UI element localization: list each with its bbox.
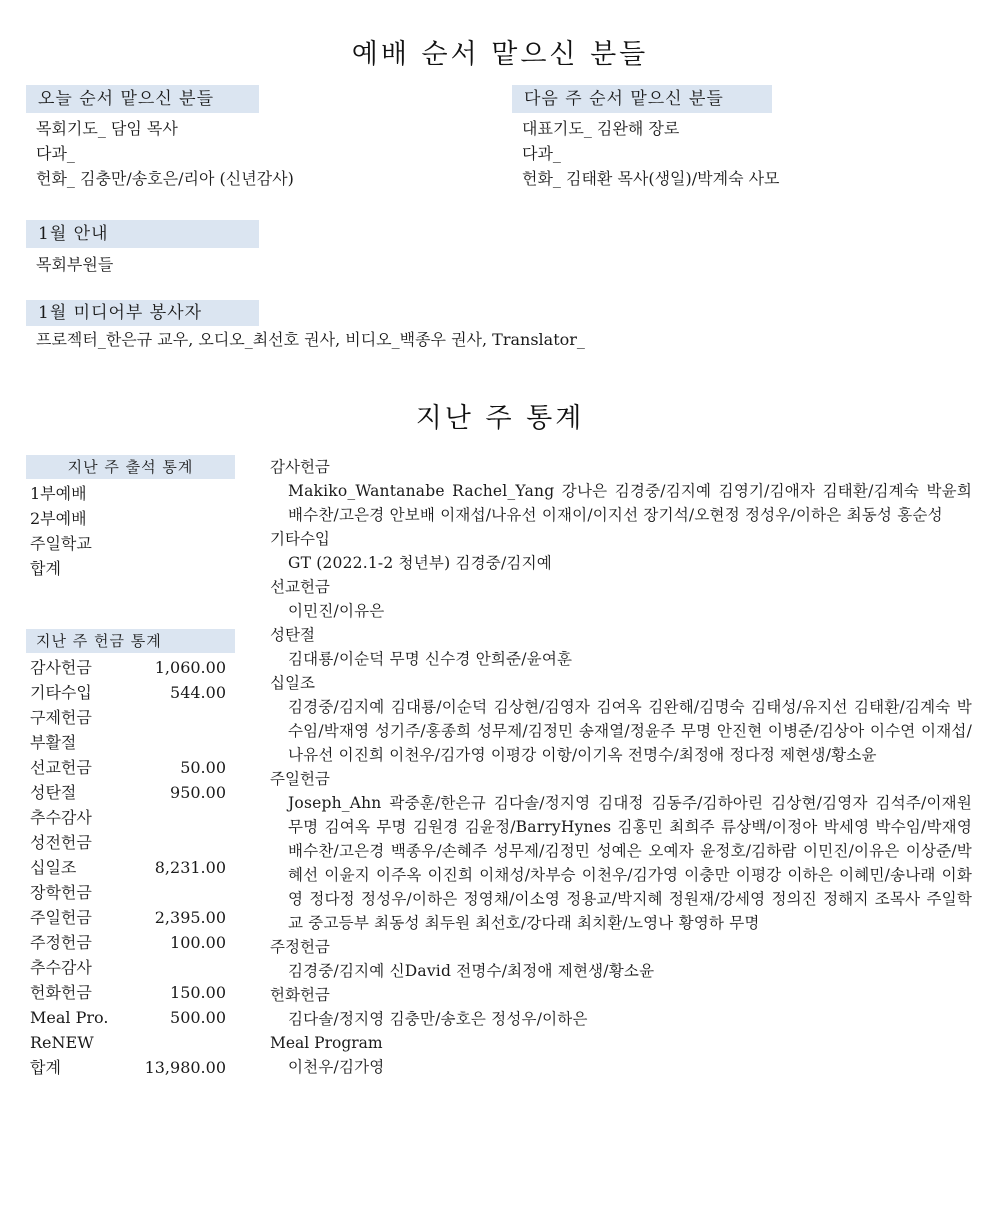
donor-category: 선교헌금 — [270, 578, 330, 596]
donor-category: 기타수입 — [270, 530, 330, 548]
offering-label: 성탄절 — [30, 783, 77, 802]
stats-title: 지난 주 통계 — [415, 403, 585, 434]
donor-category: 주일헌금 — [270, 770, 330, 788]
next-week-header: 다음 주 순서 맡으신 분들 — [512, 85, 772, 113]
attendance-label: 합계 — [30, 559, 61, 578]
offering-row — [30, 980, 226, 1005]
donor-category: 십일조 — [270, 674, 315, 692]
donor-names: 김경중/김지예 신David 전명수/최정애 제현생/황소윤 — [288, 962, 655, 980]
offering-amount: 150.00 — [170, 983, 226, 1002]
offering-label: 추수감사 — [30, 808, 92, 827]
attendance-row — [30, 481, 226, 506]
donor-category: Meal Program — [270, 1034, 383, 1052]
offering-row — [30, 1030, 226, 1055]
donor-names: 김대룡/이순덕 무명 신수경 안희준/윤여훈 — [288, 650, 573, 668]
offering-label: 감사헌금 — [30, 658, 92, 677]
offering-label: 헌화헌금 — [30, 983, 92, 1002]
offering-label: 추수감사 — [30, 958, 92, 977]
donor-names: 김경중/김지예 김대룡/이순덕 김상현/김영자 김여옥 김완해/김명숙 김태성/유지선 김태환/김계숙 박수임/박재영 성기주/홍종희 성무제/김정민 송재열/정윤주 무명 안진현 이병준/김상아 이수연 이재섭/나유선 이진희 이천우/김가영 이평강 이항/이기옥 전명수/최정애 정다정 제현생/황소윤 — [288, 698, 972, 764]
donor-category: 감사헌금 — [270, 458, 330, 476]
offering-row — [30, 880, 226, 905]
offering-amount: 500.00 — [170, 1008, 226, 1027]
offering-amount: 100.00 — [170, 933, 226, 952]
offering-row — [30, 655, 226, 680]
offering-row — [30, 780, 226, 805]
offering-amount: 544.00 — [170, 683, 226, 702]
today-header: 오늘 순서 맡으신 분들 — [26, 85, 259, 113]
offering-row — [30, 1055, 226, 1080]
offering-stats-header: 지난 주 헌금 통계 — [26, 629, 235, 653]
offering-amount: 1,060.00 — [154, 658, 226, 677]
donor-names: GT (2022.1-2 청년부) 김경중/김지예 — [288, 554, 552, 572]
attendance-row — [30, 506, 226, 531]
donor-names: Makiko_Wantanabe Rachel_Yang 강나은 김경중/김지예 김영기/김애자 김태환/김계숙 박윤희 배수찬/고은경 안보배 이재섭/나유선 이재이/이지선 장기석/오현정 정성우/이하은 최동성 홍순성 — [288, 482, 972, 524]
offering-label: 성전헌금 — [30, 833, 92, 852]
next-week-line: 다과_ — [522, 144, 561, 163]
attendance-row — [30, 556, 226, 581]
january-header: 1월 안내 — [26, 220, 259, 248]
offering-amount: 50.00 — [180, 758, 226, 777]
attendance-row — [30, 531, 226, 556]
attendance-label: 주일학교 — [30, 534, 92, 553]
today-line: 목회기도_ 담임 목사 — [36, 119, 178, 138]
offering-label: 장학헌금 — [30, 883, 92, 902]
next-week-line: 헌화_ 김태환 목사(생일)/박계숙 사모 — [522, 169, 780, 188]
offering-row — [30, 1005, 226, 1030]
offering-row — [30, 930, 226, 955]
donor-names: Joseph_Ahn 곽중훈/한은규 김다솔/정지영 김대정 김동주/김하아린 김상현/김영자 김석주/이재원 무명 김여옥 무명 김원경 김윤정/BarryHynes 김홍민 최희주 류상백/이정아 박세영 박수임/박재영 배수찬/고은경 백종우/손혜주 성무제/김정민 성예은 오예자 윤정호/김하람 이민진/이유은 이상준/박혜선 이윤지 이주옥 이진희 이채성/차부승 이천우/김가영 이충만 이평강 이하은 이혜민/송나래 이화영 정다정 정성우/이하은 정영채/이소영 정용교/박지혜 정원재/강세영 정의진 정해지 조목사 주일학교 중고등부 최동성 최두원 최선호/강다래 최치환/노영나 황영하 무명 — [288, 794, 972, 932]
offering-row — [30, 805, 226, 830]
offering-label: Meal Pro. — [30, 1008, 109, 1027]
offering-label: ReNEW — [30, 1033, 94, 1052]
offering-label: 주정헌금 — [30, 933, 92, 952]
next-week-line: 대표기도_ 김완해 장로 — [522, 119, 680, 138]
offering-row — [30, 955, 226, 980]
attendance-label: 2부예배 — [30, 509, 87, 528]
offering-amount: 13,980.00 — [144, 1058, 226, 1077]
attendance-header: 지난 주 출석 통계 — [26, 455, 235, 479]
attendance-label: 1부예배 — [30, 484, 87, 503]
offering-label: 십일조 — [30, 858, 77, 877]
today-line: 다과_ — [36, 144, 75, 163]
service-title: 예배 순서 맡으신 분들 — [351, 39, 649, 70]
offering-row — [30, 905, 226, 930]
january-line: 목회부원들 — [36, 255, 114, 274]
today-line: 헌화_ 김충만/송호은/리아 (신년감사) — [36, 169, 294, 188]
offering-amount: 950.00 — [170, 783, 226, 802]
media-header: 1월 미디어부 봉사자 — [26, 300, 259, 326]
donor-names: 이민진/이유은 — [288, 602, 385, 620]
offering-label: 선교헌금 — [30, 758, 92, 777]
donor-names: 김다솔/정지영 김충만/송호은 정성우/이하은 — [288, 1010, 588, 1028]
donor-names: 이천우/김가영 — [288, 1058, 385, 1076]
offering-label: 부활절 — [30, 733, 77, 752]
offering-label: 구제헌금 — [30, 708, 92, 727]
donor-category: 성탄절 — [270, 626, 315, 644]
offering-amount: 2,395.00 — [154, 908, 226, 927]
offering-label: 기타수입 — [30, 683, 92, 702]
offering-label: 주일헌금 — [30, 908, 92, 927]
media-line: 프로젝터_한은규 교우, 오디오_최선호 권사, 비디오_백종우 권사, Translator_ — [36, 330, 585, 349]
offering-row — [30, 855, 226, 880]
offering-row — [30, 755, 226, 780]
donor-category: 헌화헌금 — [270, 986, 330, 1004]
offering-row — [30, 730, 226, 755]
offering-row — [30, 830, 226, 855]
offering-row — [30, 680, 226, 705]
donor-list — [270, 455, 972, 1079]
offering-label: 합계 — [30, 1058, 61, 1077]
offering-row — [30, 705, 226, 730]
offering-amount: 8,231.00 — [154, 858, 226, 877]
donor-category: 주정헌금 — [270, 938, 330, 956]
